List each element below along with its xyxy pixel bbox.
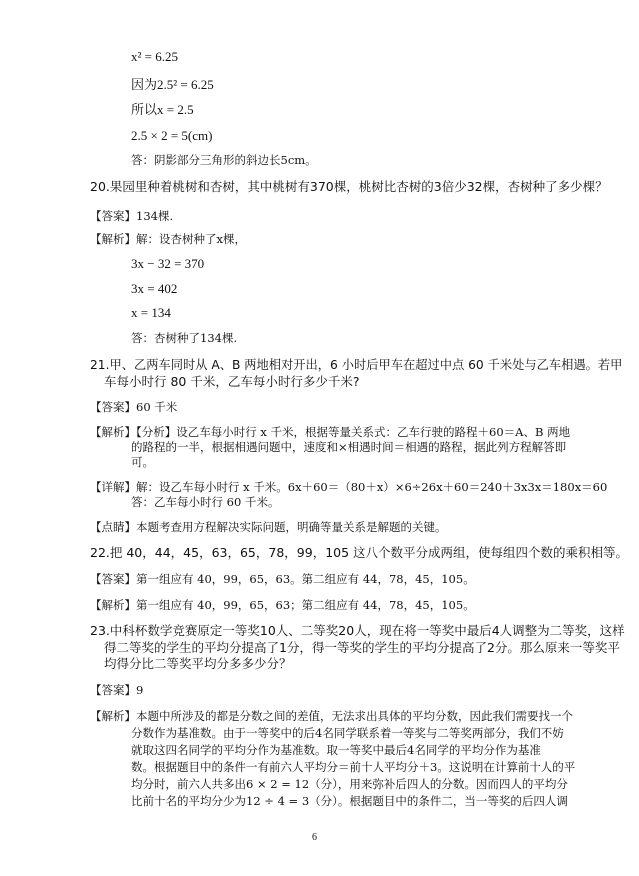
question-23: 23.中科杯数学竞赛原定一等奖10人、二等奖20人，现在将一等奖中最后4人调整为二等奖，这样 xyxy=(90,623,625,638)
analysis-line: 的路程的一半，根据相遇问题中，速度和×相遇时间＝相遇的路程，据此列方程解答即 xyxy=(131,440,567,454)
question-23-cont: 均得分比二等奖平均分多多少分？ xyxy=(104,656,292,671)
analysis-line: 可。 xyxy=(131,455,154,469)
equation-line: 所以x = 2.5 xyxy=(131,102,194,117)
equation-line: 3x − 32 = 370 xyxy=(131,256,205,271)
analysis-line: 分数作为基准数。由于一等奖中的后4名同学联系着一等奖与二等奖两部分，我们不妨 xyxy=(131,726,564,740)
question-21: 21.甲、乙两车同时从 A、B 两地相对开出，6 小时后甲车在超过中点 60 千米处与乙车相遇。若甲 xyxy=(90,358,623,372)
analysis-line: 【解析】解：设杏树种了x棵， xyxy=(90,232,246,246)
analysis-line: 【解析】【分析】设乙车每小时行 x 千米，根据等量关系式：乙车行驶的路程＋60＝A、B 两地 xyxy=(90,425,571,439)
equation-line: x² = 6.25 xyxy=(131,49,178,64)
answer-label-line: 【答案】134棵. xyxy=(90,209,174,223)
analysis-line: 均分时，前六人共多出6 × 2 = 12（分），用来弥补后四人的分数。因而四人的平均分 xyxy=(131,777,568,791)
answer-label-line: 【答案】9 xyxy=(90,683,144,697)
answer-line: 答：杏树种了134棵. xyxy=(131,331,238,345)
answer-label-line: 【答案】60 千米 xyxy=(90,400,178,414)
detail-line: 【详解】解：设乙车每小时行 x 千米。6x＋60＝（80＋x）×6÷26x＋60＝240＋3x3x＝180x＝60 xyxy=(90,480,608,494)
page-number: 6 xyxy=(312,832,317,843)
equation-line: 2.5 × 2 = 5(cm) xyxy=(131,128,213,143)
answer-label-line: 【答案】第一组应有 40，99，65，63。第二组应有 44，78，45，105。 xyxy=(90,572,475,586)
answer-line: 答：乙车每小时行 60 千米。 xyxy=(131,495,280,509)
question-23-cont: 得二等奖的学生的平均分提高了1分，得一等奖的学生的平均分提高了2分。那么原来一等奖平 xyxy=(104,640,620,655)
question-20: 20.果园里种着桃树和杏树，其中桃树有370棵，桃树比杏树的3倍少32棵，杏树种了多少棵？ xyxy=(90,179,608,194)
question-22: 22.把 40，44，45，63，65，78，99，105 这八个数平分成两组，使每组四个数的乘积相等。 xyxy=(90,545,629,560)
analysis-line: 【解析】本题中所涉及的都是分数之间的差值，无法求出具体的平均分数，因此我们需要找一个 xyxy=(90,709,573,723)
equation-line: x = 134 xyxy=(131,305,171,320)
analysis-line: 比前十名的平均分少为12 ÷ 4 = 3（分）。根据题目中的条件二，当一等奖的后四人调 xyxy=(131,794,568,808)
analysis-line: 【解析】第一组应有 40，99，65，63；第二组应有 44，78，45，105。 xyxy=(90,598,475,612)
question-21-cont: 车每小时行 80 千米，乙车每小时行多少千米? xyxy=(104,374,360,389)
equation-line: 3x = 402 xyxy=(131,281,178,296)
equation-line: 因为2.5² = 6.25 xyxy=(131,77,214,92)
analysis-line: 就取这四名同学的平均分作为基准数。取一等奖中最后4名同学的平均分作为基准 xyxy=(131,743,541,757)
answer-line: 答：阴影部分三角形的斜边长5cm。 xyxy=(131,153,317,167)
note-line: 【点睛】本题考查用方程解决实际问题，明确等量关系是解题的关键。 xyxy=(90,520,447,534)
analysis-line: 数。根据题目中的条件一有前六人平均分＝前十人平均分＋3。这说明在计算前十人的平 xyxy=(131,760,576,774)
